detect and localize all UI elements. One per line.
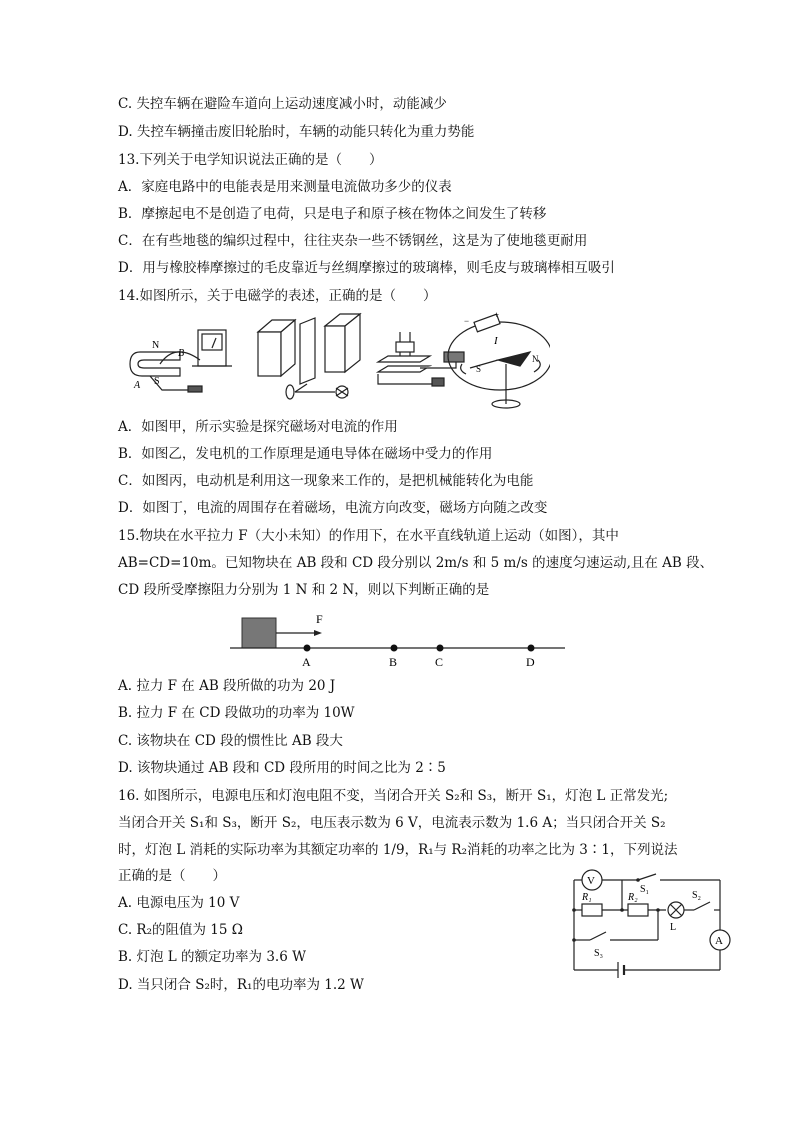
s2-label: S₂ xyxy=(692,890,702,901)
block xyxy=(242,618,276,648)
fig-jia-b-label: B xyxy=(178,348,185,359)
q15-stem-line1: 15.物块在水平拉力 F（大小未知）的作用下，在水平直线轨道上运动（如图），其中 xyxy=(118,528,619,544)
q16-stem-line3: 时，灯泡 L 消耗的实际功率为其额定功率的 1/9，R₁与 R₂消耗的功率之比为 3∶1，下列说法 xyxy=(118,842,678,858)
point-b xyxy=(391,645,398,652)
q16-stem-line2: 当闭合开关 S₁和 S₃，断开 S₂，电压表示数为 6 V，电流表示数为 1.6 A；当只闭合开关 S₂ xyxy=(118,815,666,831)
q14-option-c: C．如图丙，电动机是利用这一现象来工作的，是把机械能转化为电能 xyxy=(118,473,534,489)
fig-yi-generator xyxy=(258,314,360,399)
q15-track-figure xyxy=(230,608,570,672)
q15-option-b: B. 拉力 F 在 CD 段做功的功率为 10W xyxy=(118,705,355,721)
label-b: B xyxy=(389,655,398,669)
s1-label: S₁ xyxy=(640,884,650,895)
point-d xyxy=(528,645,535,652)
q15-option-c: C. 该物块在 CD 段的惯性比 AB 段大 xyxy=(118,733,343,749)
q13-option-a: A．家庭电路中的电能表是用来测量电流做功多少的仪表 xyxy=(118,179,452,195)
ammeter-label: A xyxy=(715,935,723,947)
q13-option-d: D．用与橡胶棒摩擦过的毛皮靠近与丝绸摩擦过的玻璃棒，则毛皮与玻璃棒相互吸引 xyxy=(118,260,615,276)
lamp-label: L xyxy=(670,922,677,933)
label-c: C xyxy=(435,655,444,669)
s3-label: S₃ xyxy=(594,948,604,959)
fig-ding-plus-label: + xyxy=(494,312,500,320)
q15-option-a: A. 拉力 F 在 AB 段所做的功为 20 J xyxy=(118,678,336,694)
r1-label: R₁ xyxy=(582,892,592,903)
q16-option-a: A. 电源电压为 10 V xyxy=(118,895,240,911)
q14-option-d: D．如图丁，电流的周围存在着磁场，电流方向改变，磁场方向随之改变 xyxy=(118,500,548,516)
q12-option-d: D. 失控车辆撞击废旧轮胎时，车辆的动能只转化为重力势能 xyxy=(118,124,475,140)
fig-jia-a-label: A xyxy=(134,380,141,391)
q16-option-b: B. 灯泡 L 的额定功率为 3.6 W xyxy=(118,949,306,965)
fig-jia-s-label: S xyxy=(154,376,160,387)
q14-option-b: B．如图乙，发电机的工作原理是通电导体在磁场中受力的作用 xyxy=(118,446,493,462)
q13-option-b: B．摩擦起电不是创造了电荷，只是电子和原子核在物体之间发生了转移 xyxy=(118,206,547,222)
q16-option-d: D. 当只闭合 S₂时，R₁的电功率为 1.2 W xyxy=(118,977,364,993)
q12-option-c: C. 失控车辆在避险车道向上运动速度减小时，动能减少 xyxy=(118,96,447,112)
q13-option-c: C．在有些地毯的编织过程中，往往夹杂一些不锈钢丝，这是为了使地毯更耐用 xyxy=(118,233,588,249)
voltmeter-label: V xyxy=(587,875,595,887)
fig-ding-s-label: S xyxy=(476,364,482,374)
q14-stem: 14.如图所示，关于电磁学的表述，正确的是（ ） xyxy=(118,288,437,304)
label-d: D xyxy=(526,655,535,669)
point-a xyxy=(304,645,311,652)
fig-bing-motor xyxy=(378,332,464,386)
q16-stem-line4: 正确的是（ ） xyxy=(118,868,226,884)
r2-label: R₂ xyxy=(628,892,638,903)
q14-figures xyxy=(120,312,550,412)
q16-option-c: C. R₂的阻值为 15 Ω xyxy=(118,922,243,938)
fig-ding-i-label: I xyxy=(494,335,498,347)
fig-ding-minus-label: − xyxy=(464,316,470,326)
q15-stem-line3: CD 段所受摩擦阻力分别为 1 N 和 2 N，则以下判断正确的是 xyxy=(118,582,490,598)
q15-option-d: D. 该物块通过 AB 段和 CD 段所用的时间之比为 2∶5 xyxy=(118,760,446,776)
q13-stem: 13.下列关于电学知识说法正确的是（ ） xyxy=(118,152,383,168)
q16-circuit-diagram xyxy=(566,866,738,978)
q14-option-a: A．如图甲，所示实验是探究磁场对电流的作用 xyxy=(118,419,398,435)
point-c xyxy=(437,645,444,652)
q15-stem-line2: AB=CD=10m。已知物块在 AB 段和 CD 段分别以 2m/s 和 5 m/s 的速度匀速运动,且在 AB 段、 xyxy=(118,555,714,571)
fig-jia-galvanometer xyxy=(130,330,232,392)
fig-ding-n-label: N xyxy=(532,354,539,364)
q16-stem-line1: 16. 如图所示，电源电压和灯泡电阻不变，当闭合开关 S₂和 S₃，断开 S₁，灯泡 L 正常发光; xyxy=(118,788,669,804)
label-a: A xyxy=(302,655,311,669)
fig-jia-n-label: N xyxy=(152,340,160,351)
label-f: F xyxy=(316,612,323,626)
